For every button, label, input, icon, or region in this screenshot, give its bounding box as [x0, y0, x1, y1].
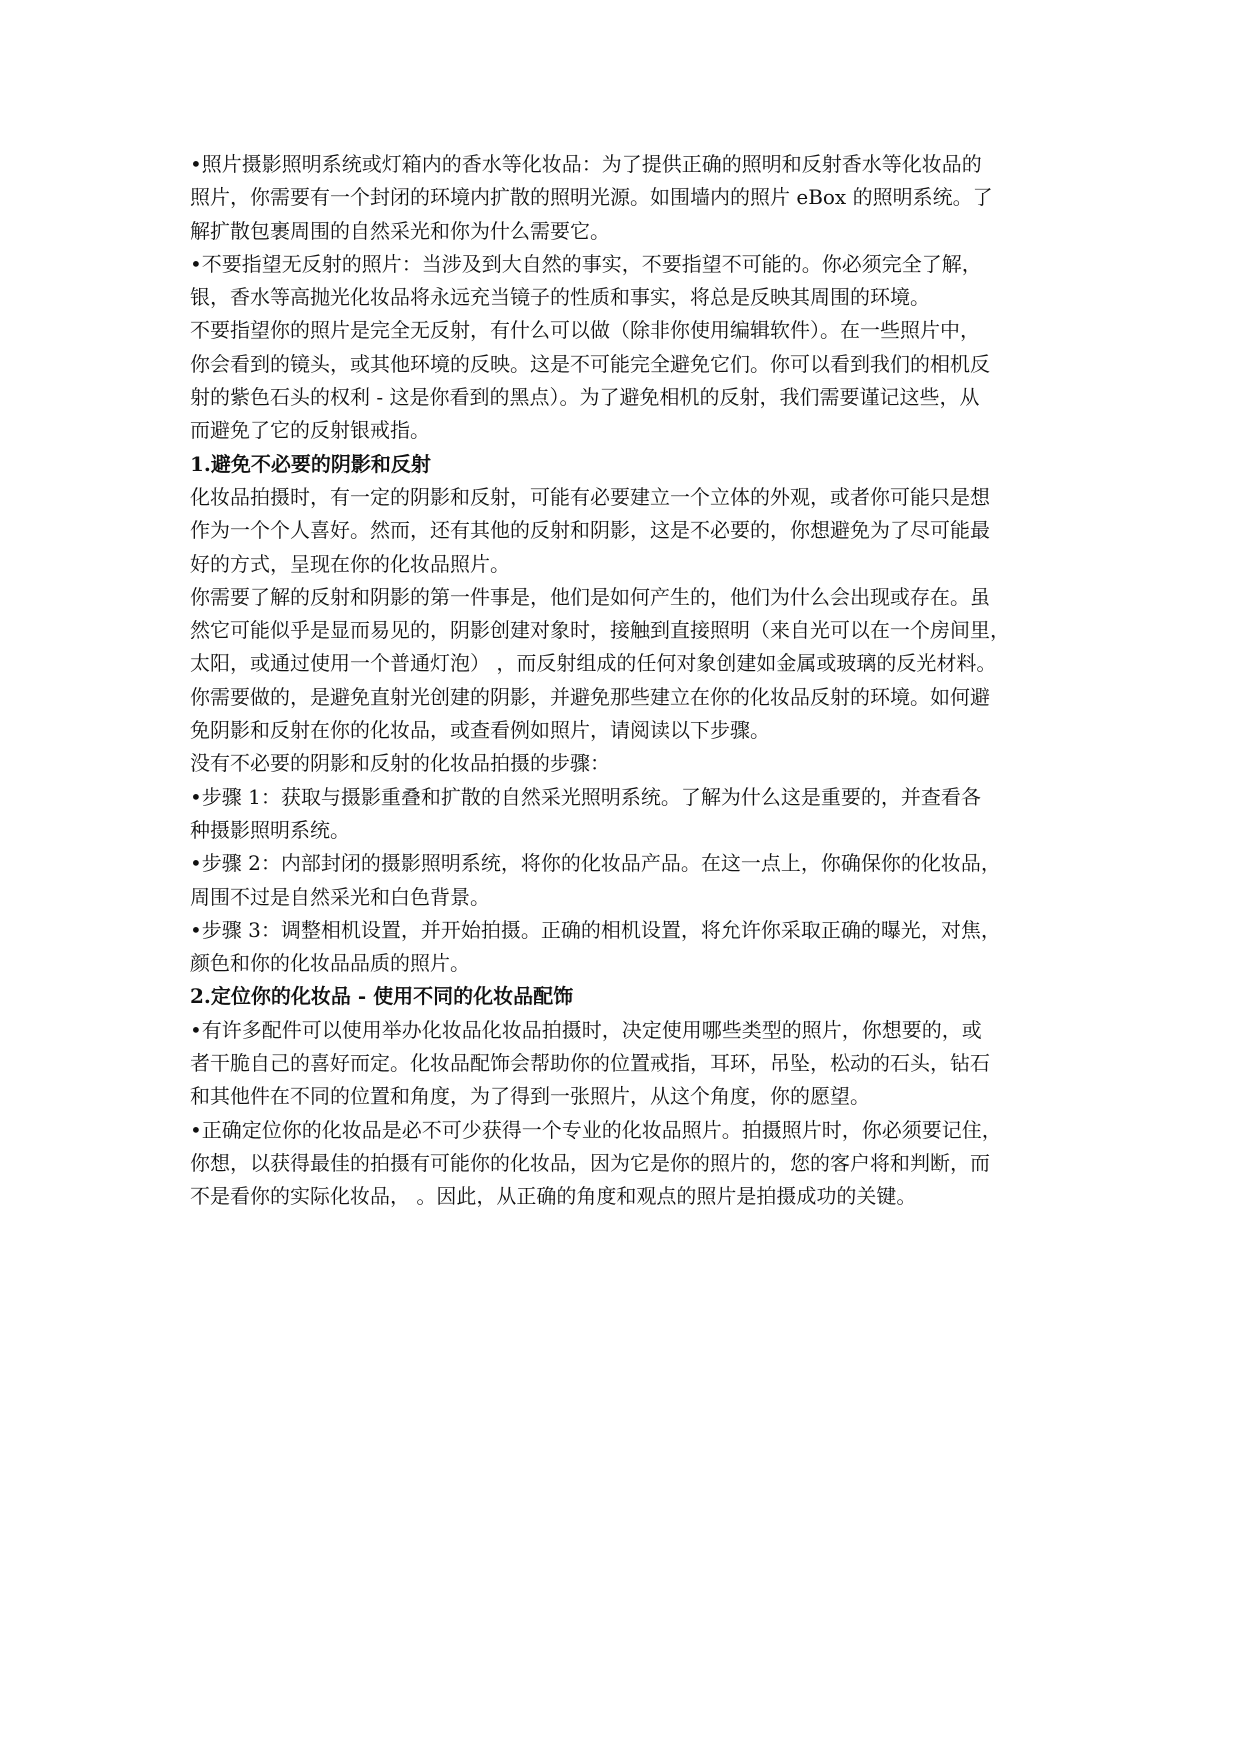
body-text-line: 好的方式，呈现在你的化妆品照片。: [190, 551, 510, 576]
body-text-line: 作为一个个人喜好。然而，还有其他的反射和阴影，这是不必要的，你想避免为了尽可能最: [190, 518, 990, 543]
body-text-line: 免阴影和反射在你的化妆品，或查看例如照片，请阅读以下步骤。: [190, 718, 770, 743]
section-heading: 2.定位你的化妆品 - 使用不同的化妆品配饰: [190, 984, 574, 1009]
body-text-line: 照片，你需要有一个封闭的环境内扩散的照明光源。如围墙内的照片 eBox 的照明系统。了: [190, 185, 993, 210]
body-text-line: 解扩散包裹周围的自然采光和你为什么需要它。: [190, 218, 610, 243]
body-text-line: 不要指望你的照片是完全无反射，有什么可以做（除非你使用编辑软件）。在一些照片中，: [190, 318, 980, 343]
body-text-line: •步骤 2：内部封闭的摄影照明系统，将你的化妆品产品。在这一点上，你确保你的化妆品，: [190, 851, 1001, 876]
document-body: [190, 148, 1060, 1214]
body-text-line: 者干脆自己的喜好而定。化妆品配饰会帮助你的位置戒指，耳环，吊坠，松动的石头，钻石: [190, 1051, 990, 1076]
body-text-line: •有许多配件可以使用举办化妆品化妆品拍摄时，决定使用哪些类型的照片，你想要的，或: [190, 1017, 982, 1042]
body-text-line: •照片摄影照明系统或灯箱内的香水等化妆品：为了提供正确的照明和反射香水等化妆品的: [190, 152, 982, 176]
body-text-line: 银，香水等高抛光化妆品将永远充当镜子的性质和事实，将总是反映其周围的环境。: [190, 285, 930, 310]
body-text-line: 没有不必要的阴影和反射的化妆品拍摄的步骤：: [190, 751, 610, 776]
body-text-line: •步骤 1：获取与摄影重叠和扩散的自然采光照明系统。了解为什么这是重要的，并查看各: [190, 784, 981, 809]
body-text-line: 太阳，或通过使用一个普通灯泡） ，而反射组成的任何对象创建如金属或玻璃的反光材料。: [190, 651, 997, 676]
body-text-line: 种摄影照明系统。: [190, 817, 350, 842]
body-text-line: 然它可能似乎是显而易见的，阴影创建对象时，接触到直接照明（来自光可以在一个房间里，: [190, 618, 1010, 643]
body-text-line: 你需要做的，是避免直射光创建的阴影，并避免那些建立在你的化妆品反射的环境。如何避: [190, 684, 990, 709]
body-text-line: 射的紫色石头的权利 - 这是你看到的黑点）。为了避免相机的反射，我们需要谨记这些，从: [190, 385, 980, 410]
body-text-line: 你需要了解的反射和阴影的第一件事是，他们是如何产生的，他们为什么会出现或存在。虽: [190, 584, 990, 609]
body-text-line: •步骤 3：调整相机设置，并开始拍摄。正确的相机设置，将允许你采取正确的曝光，对焦，: [190, 917, 1001, 942]
body-text-line: 周围不过是自然采光和白色背景。: [190, 884, 490, 909]
section-heading: 1.避免不必要的阴影和反射: [190, 451, 431, 476]
body-text-line: 不是看你的实际化妆品， 。因此，从正确的角度和观点的照片是拍摄成功的关键。: [190, 1184, 917, 1209]
body-text-line: 你会看到的镜头，或其他环境的反映。这是不可能完全避免它们。你可以看到我们的相机反: [190, 351, 990, 376]
body-text-line: 化妆品拍摄时，有一定的阴影和反射，可能有必要建立一个立体的外观，或者你可能只是想: [190, 484, 990, 509]
body-text-line: •正确定位你的化妆品是必不可少获得一个专业的化妆品照片。拍摄照片时，你必须要记住，: [190, 1117, 1002, 1142]
body-text-line: 颜色和你的化妆品品质的照片。: [190, 951, 470, 976]
body-text-line: 你想，以获得最佳的拍摄有可能你的化妆品，因为它是你的照片的，您的客户将和判断，而: [190, 1150, 990, 1175]
body-text-line: 和其他件在不同的位置和角度，为了得到一张照片，从这个角度，你的愿望。: [190, 1084, 870, 1109]
body-text-line: •不要指望无反射的照片：当涉及到大自然的事实，不要指望不可能的。你必须完全了解，: [190, 251, 982, 276]
body-text-line: 而避免了它的反射银戒指。: [190, 418, 430, 443]
